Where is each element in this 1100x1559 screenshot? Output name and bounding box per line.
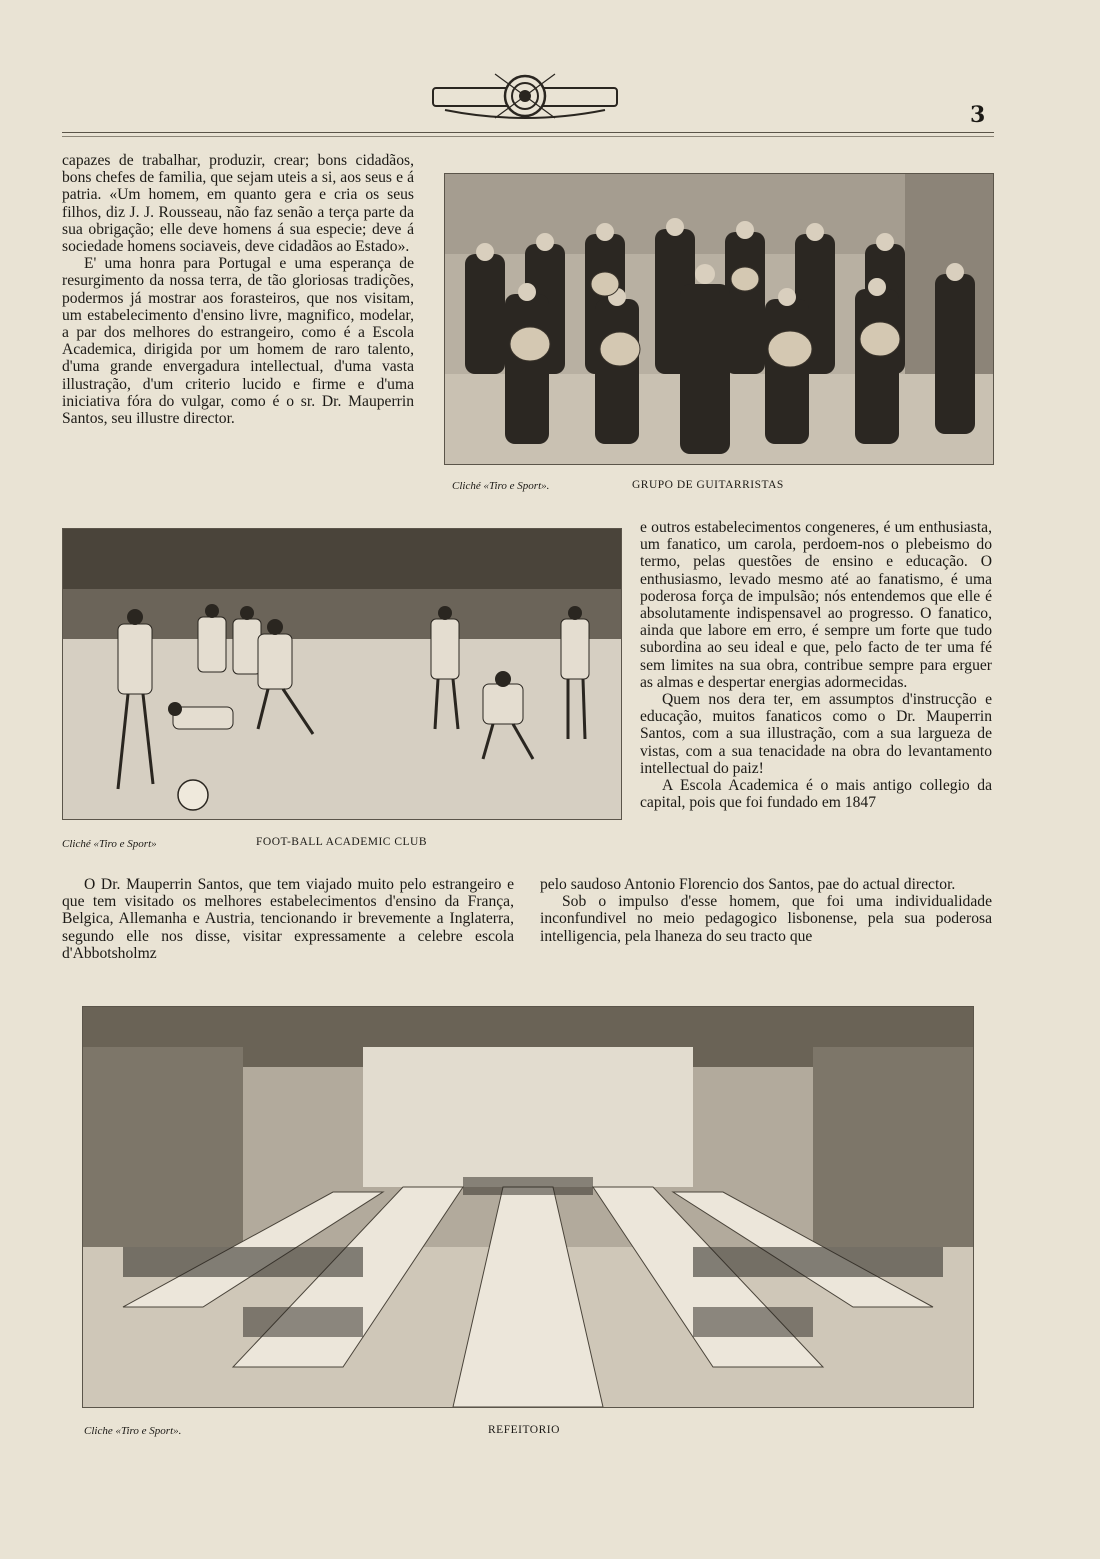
paragraph: capazes de trabalhar, produzir, crear; bons cidadãos, bons chefes de familia, que sejam uteis a si, aos seus e á patria. «Um homem, em quanto gera e cria os seus filhos, diz J. J. Rousseau, não faz senão a terça parte da sua obrigação; elle deve homens á sua especie; deve á sociedade homens sociaveis, deve cidadãos ao Estado». <box>62 152 414 256</box>
masthead-logo <box>425 70 625 122</box>
photo-caption: REFEITORIO <box>488 1424 560 1436</box>
photo-guitar-group <box>444 173 994 465</box>
paragraph: E' uma honra para Portugal e uma esperança de resurgimento da nossa terra, de tão gloriosas tradições, podermos já mostrar aos forasteiros, que nos visitam, um estabelecimento d'ensino livre, magnifico, modelar, a par dos melhores do estrangeiro, como é a Escola Academica, dirigida por um homem de raro talento, d'uma grande envergadura intellectual, d'uma vasta illustração, d'um criterio lucido e firme e d'uma iniciativa fóra do vulgar, como é o sr. Dr. Mauperrin Santos, seu illustre director. <box>62 255 414 428</box>
header-rule <box>62 132 994 133</box>
page-number: 3 <box>970 102 986 128</box>
photo-credit: Cliche «Tiro e Sport». <box>84 1425 182 1437</box>
photo-caption: GRUPO DE GUITARRISTAS <box>632 479 784 491</box>
article-text-mid-left <box>62 876 514 962</box>
photo-refectory <box>82 1006 974 1408</box>
paragraph: A Escola Academica é o mais antigo collegio da capital, pois que foi fundado em 1847 <box>640 777 992 812</box>
article-text-mid-right <box>540 876 992 945</box>
header-rule-secondary <box>62 136 994 137</box>
photo-football-club <box>62 528 622 820</box>
article-column-left <box>62 152 414 427</box>
photo-credit: Cliché «Tiro e Sport». <box>452 480 550 492</box>
article-column-right <box>640 519 992 811</box>
paragraph: O Dr. Mauperrin Santos, que tem viajado muito pelo estrangeiro e que tem visitado os melhores estabelecimentos d'ensino da França, Belgica, Allemanha e Austria, tencionando ir brevemente a Inglaterra, segundo elle nos disse, visitar expressamente a celebre escola d'Abbotsholmz <box>62 876 514 962</box>
photo-caption: FOOT-BALL ACADEMIC CLUB <box>256 836 428 848</box>
paragraph: Quem nos dera ter, em assumptos d'instrucção e educação, muitos fanaticos como o Dr. Mauperrin Santos, com a sua illustração, com a sua largueza de vistas, com a sua tenacidade na obra do levantamento intellectual do paiz! <box>640 691 992 777</box>
photo-credit: Cliché «Tiro e Sport» <box>62 838 157 850</box>
paragraph: pelo saudoso Antonio Florencio dos Santos, pae do actual director. <box>540 876 956 893</box>
paragraph: Sob o impulso d'esse homem, que foi uma individualidade inconfundivel no meio pedagogico lisbonense, pela sua poderosa intelligencia, pela lhaneza do seu tracto que <box>540 893 992 945</box>
paragraph: e outros estabelecimentos congeneres, é um enthusiasta, um fanatico, um carola, perdoem-nos o plebeismo do termo, pelas questões de ensino e educação. O enthusiasmo, levado mesmo até ao fanatismo, é uma poderosa força de impulsão; nós entendemos que elle é absolutamente indispensavel ao progresso. O fanatico, ainda que labore em erro, é sempre um forte que tudo subordina ao seu ideal e que, pelo facto de ter uma fé sem limites na sua obra, contribue sempre para erguer as almas e despertar energias adormecidas. <box>640 519 992 691</box>
